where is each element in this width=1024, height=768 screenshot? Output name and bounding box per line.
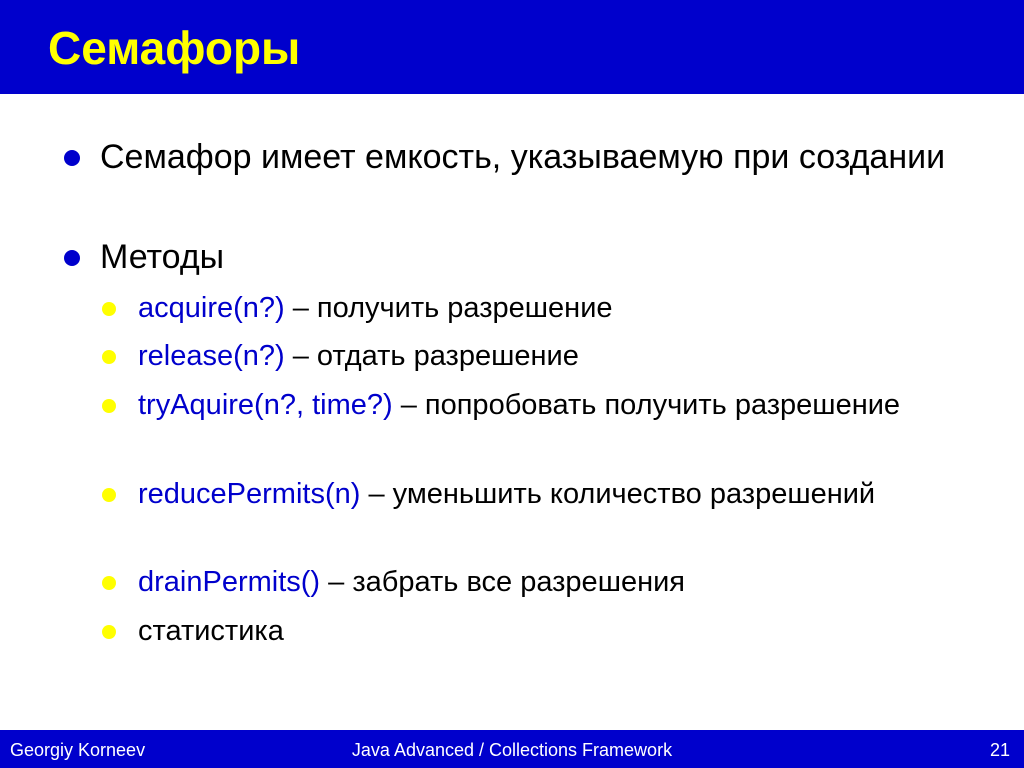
method-description: – отдать разрешение [284,340,579,372]
method-description: – попробовать получить разрешение [392,389,901,421]
bullet-text: Методы [100,238,225,276]
sub-bullet-dot [102,302,116,316]
footer-author: Georgiy Korneev [10,740,146,760]
bullet-text: Семафор имеет емкость, указываемую при создании [100,138,946,176]
method-signature: tryAquire(n?, time?) [138,389,393,421]
method-acquire [138,289,938,328]
method-description: – получить разрешение [284,292,613,324]
sub-bullet-dot [102,576,116,590]
footer-bar [0,730,1024,768]
method-signature: reducePermits(n) [138,478,361,510]
bullet-capacity [100,136,960,178]
method-description: – забрать все разрешения [320,566,686,598]
item-text: статистика [138,615,284,647]
method-signature: drainPermits() [138,566,321,598]
title-bar [0,0,1024,94]
method-signature: release(n?) [138,340,285,372]
sub-bullet-dot [102,399,116,413]
item-statistics [138,612,938,651]
slide-title: Семафоры [48,22,301,74]
bullet-methods [100,236,960,278]
method-release [138,337,938,376]
footer-course: Java Advanced / Collections Framework [351,740,673,760]
footer-page-number: 21 [989,740,1010,760]
method-try-acquire [138,386,938,425]
sub-bullet-dot [102,488,116,502]
sub-bullet-dot [102,350,116,364]
method-drain-permits [138,563,938,602]
bullet-dot [64,250,80,266]
method-signature: acquire(n?) [138,292,285,324]
bullet-dot [64,150,80,166]
sub-bullet-dot [102,625,116,639]
method-reduce-permits [138,475,938,514]
method-description: – уменьшить количество разрешений [360,478,876,510]
